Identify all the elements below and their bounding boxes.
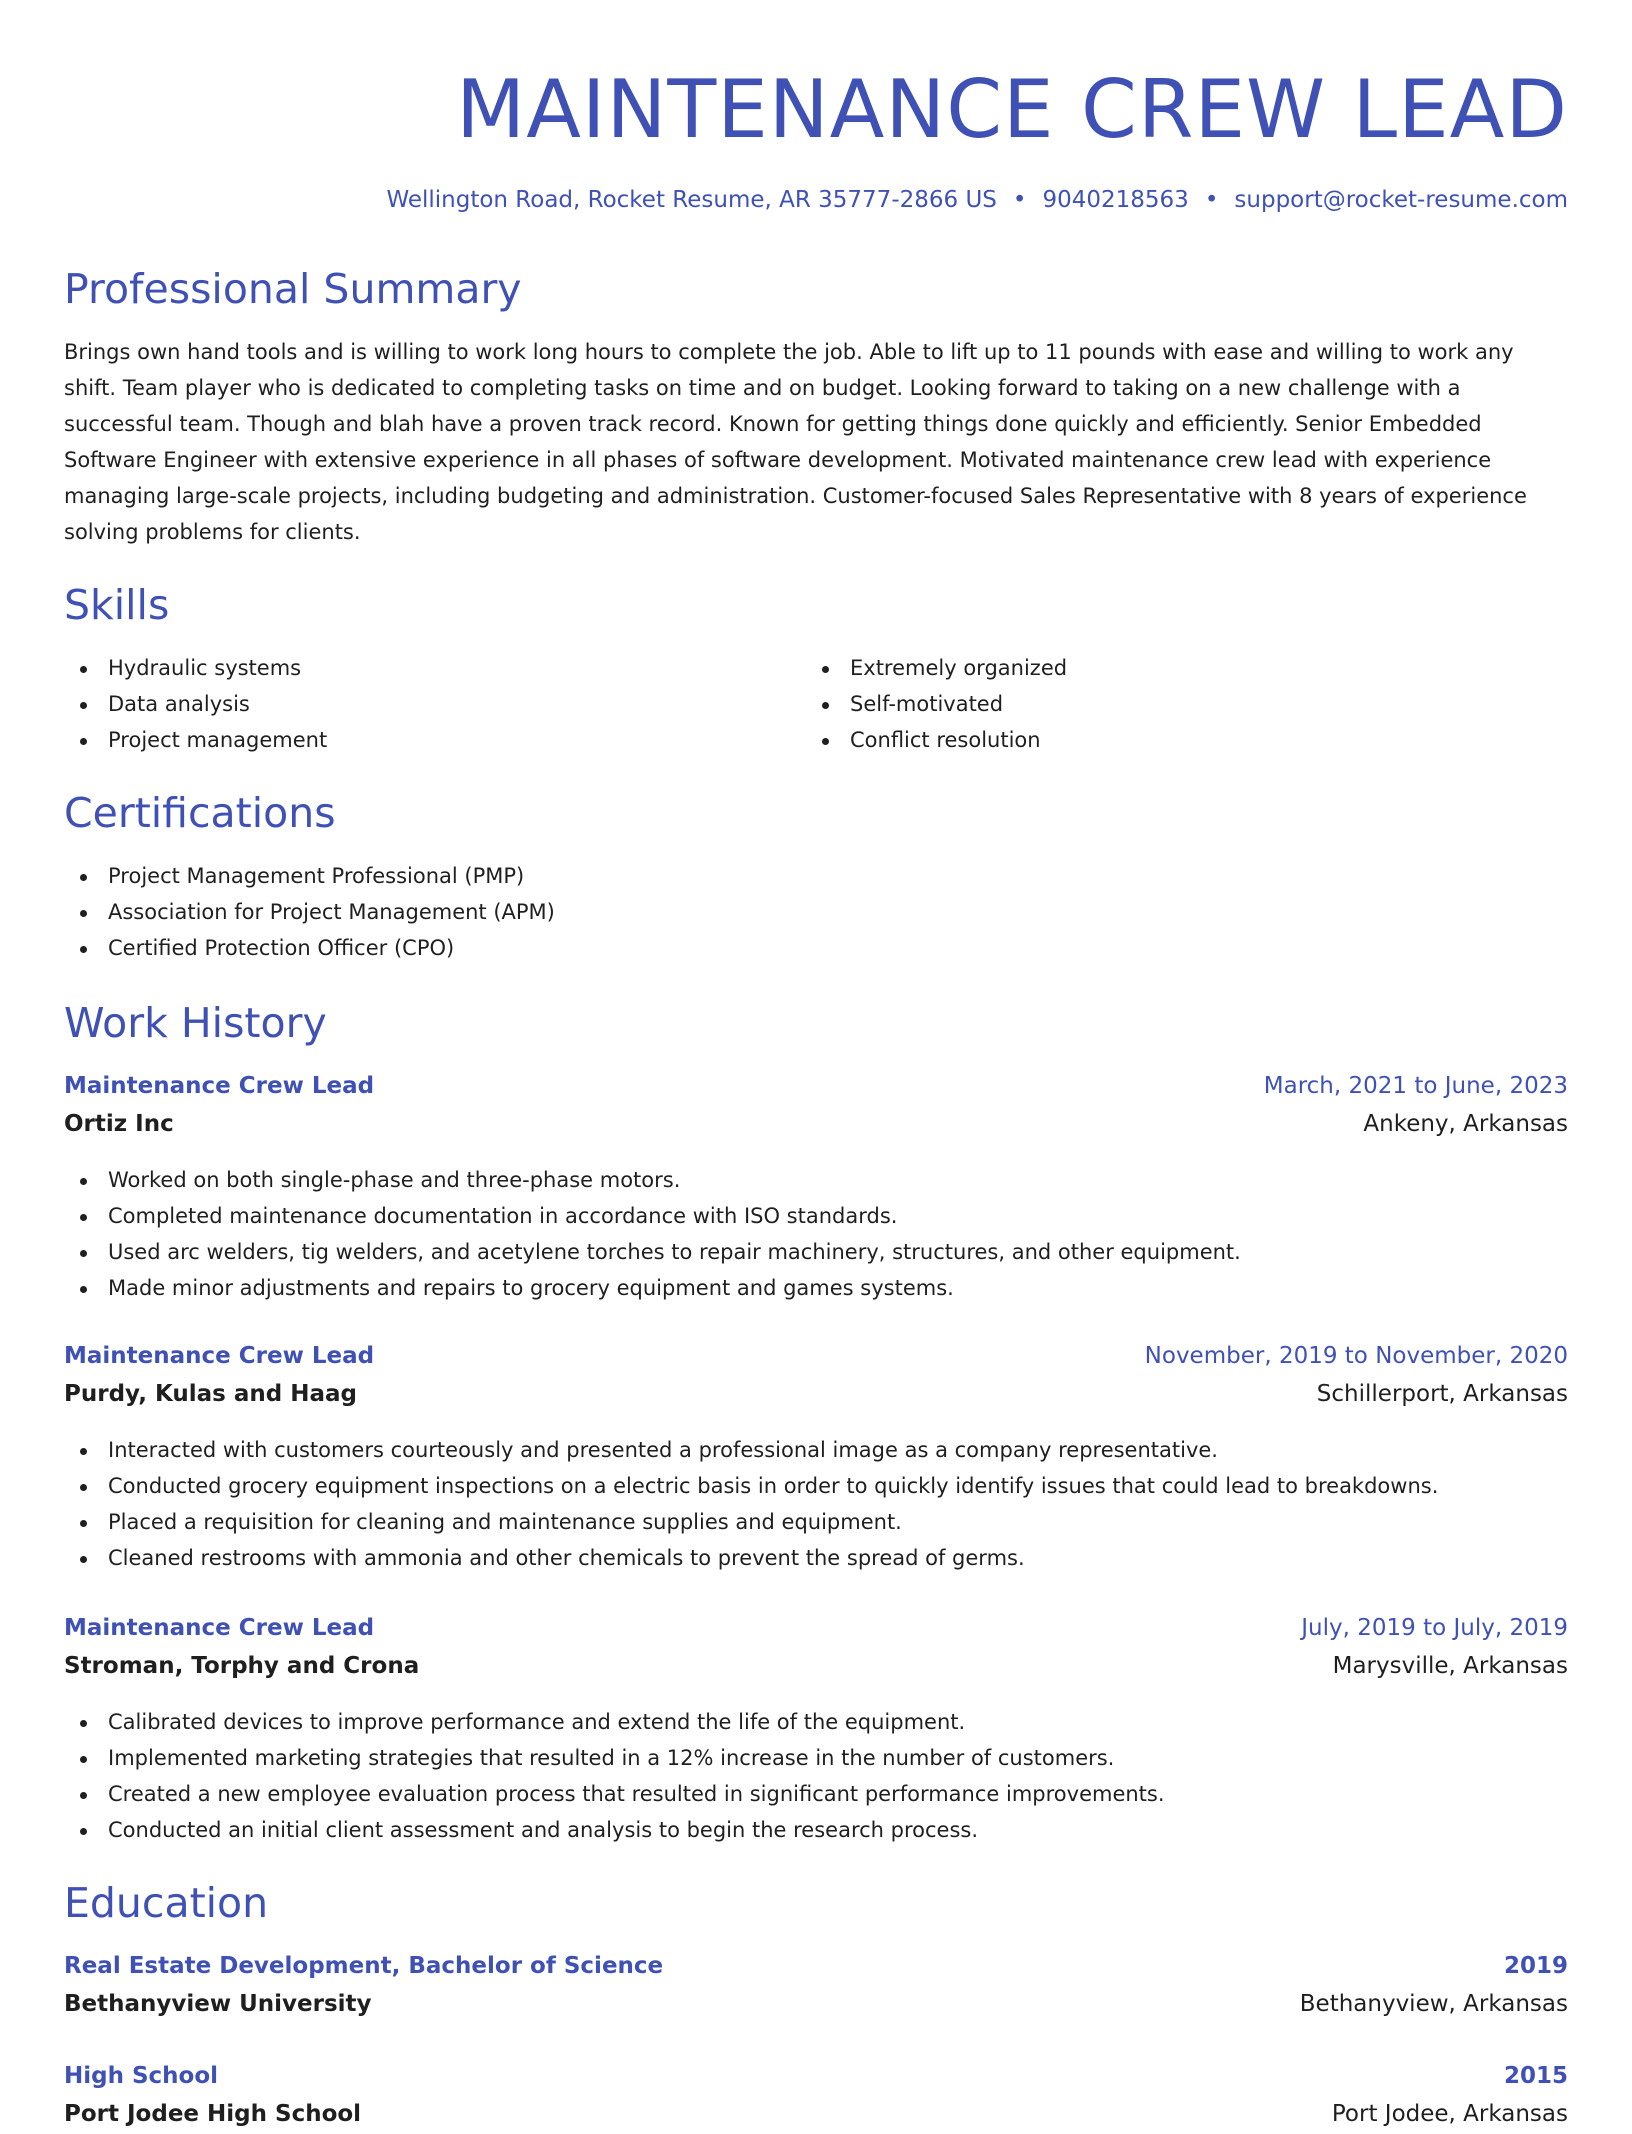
contact-line (386, 184, 1568, 216)
job-title: Maintenance Crew Lead (64, 1615, 375, 1641)
list-item: Placed a requisition for cleaning and maintenance supplies and equipment. (64, 1504, 1568, 1540)
list-item: Implemented marketing strategies that resulted in a 12% increase in the number of customers. (64, 1740, 1568, 1776)
summary-text: Brings own hand tools and is willing to work long hours to complete the job. Able to lift up to 11 pounds with ease and willing to work any shift. Team player who is dedicated to completing tasks on time and on budget. Looking forward to taking on a new challenge with a successful team. Though and blah have a proven track record. Known for getting things done quickly and efficiently. Senior Embedded Software Engineer with extensive experience in all phases of software development. Motivated maintenance crew lead with experience managing large-scale projects, including budgeting and administration. Customer-focused Sales Representative with 8 years of experience solving problems for clients. (64, 340, 1527, 544)
job-company: Ortiz Inc (64, 1111, 174, 1137)
bullet-separator: • (1012, 187, 1027, 213)
section-title-certifications: Certifications (64, 789, 336, 837)
job-location: Schillerport, Arkansas (1316, 1381, 1568, 1407)
list-item: Extremely organized (806, 650, 1506, 686)
job-bullets (64, 1432, 1568, 1576)
education-entry (64, 1948, 1568, 2024)
education-year: 2019 (1503, 1953, 1568, 1979)
education-degree: High School (64, 2063, 219, 2089)
contact-phone: 9040218563 (1042, 187, 1189, 213)
list-item: Completed maintenance documentation in accordance with ISO standards. (64, 1198, 1568, 1234)
education-school: Port Jodee High School (64, 2101, 362, 2127)
resume-name: MAINTENANCE CREW LEAD (456, 63, 1568, 156)
job-title: Maintenance Crew Lead (64, 1073, 375, 1099)
list-item: Interacted with customers courteously and presented a professional image as a company representative. (64, 1432, 1568, 1468)
list-item: Data analysis (64, 686, 764, 722)
list-item: Association for Project Management (APM) (64, 894, 1564, 930)
list-item: Used arc welders, tig welders, and acetylene torches to repair machinery, structures, and other equipment. (64, 1234, 1568, 1270)
job-entry (64, 1338, 1568, 1414)
job-dates: November, 2019 to November, 2020 (1144, 1343, 1568, 1369)
education-entry (64, 2058, 1568, 2134)
section-title-skills: Skills (64, 581, 170, 629)
list-item: Cleaned restrooms with ammonia and other chemicals to prevent the spread of germs. (64, 1540, 1568, 1576)
job-dates: July, 2019 to July, 2019 (1301, 1615, 1568, 1641)
job-bullets (64, 1704, 1568, 1848)
education-school: Bethanyview University (64, 1991, 372, 2017)
list-item: Certified Protection Officer (CPO) (64, 930, 1564, 966)
list-item: Created a new employee evaluation process that resulted in significant performance improvements. (64, 1776, 1568, 1812)
education-degree: Real Estate Development, Bachelor of Science (64, 1953, 664, 1979)
job-location: Ankeny, Arkansas (1363, 1111, 1568, 1137)
education-year: 2015 (1503, 2063, 1568, 2089)
list-item: Project Management Professional (PMP) (64, 858, 1564, 894)
skills-list-right (806, 650, 1506, 758)
list-item: Project management (64, 722, 764, 758)
bullet-separator: • (1204, 187, 1219, 213)
education-location: Bethanyview, Arkansas (1299, 1991, 1568, 2017)
list-item: Hydraulic systems (64, 650, 764, 686)
job-company: Purdy, Kulas and Haag (64, 1381, 358, 1407)
list-item: Conducted grocery equipment inspections on a electric basis in order to quickly identify issues that could lead to breakdowns. (64, 1468, 1568, 1504)
list-item: Conflict resolution (806, 722, 1506, 758)
job-location: Marysville, Arkansas (1332, 1653, 1568, 1679)
certifications-list (64, 858, 1564, 966)
job-title: Maintenance Crew Lead (64, 1343, 375, 1369)
section-title-education: Education (64, 1879, 269, 1927)
list-item: Conducted an initial client assessment and analysis to begin the research process. (64, 1812, 1568, 1848)
education-location: Port Jodee, Arkansas (1331, 2101, 1568, 2127)
list-item: Made minor adjustments and repairs to grocery equipment and games systems. (64, 1270, 1568, 1306)
skills-list-left (64, 650, 764, 758)
job-company: Stroman, Torphy and Crona (64, 1653, 420, 1679)
job-dates: March, 2021 to June, 2023 (1263, 1073, 1568, 1099)
contact-address: Wellington Road, Rocket Resume, AR 35777-2866 US (386, 187, 997, 213)
job-bullets (64, 1162, 1568, 1306)
job-entry (64, 1068, 1568, 1144)
section-title-work-history: Work History (64, 999, 327, 1047)
section-title-summary: Professional Summary (64, 265, 522, 313)
list-item: Worked on both single-phase and three-phase motors. (64, 1162, 1568, 1198)
list-item: Calibrated devices to improve performance and extend the life of the equipment. (64, 1704, 1568, 1740)
job-entry (64, 1610, 1568, 1686)
list-item: Self-motivated (806, 686, 1506, 722)
contact-email: support@rocket-resume.com (1234, 187, 1568, 213)
